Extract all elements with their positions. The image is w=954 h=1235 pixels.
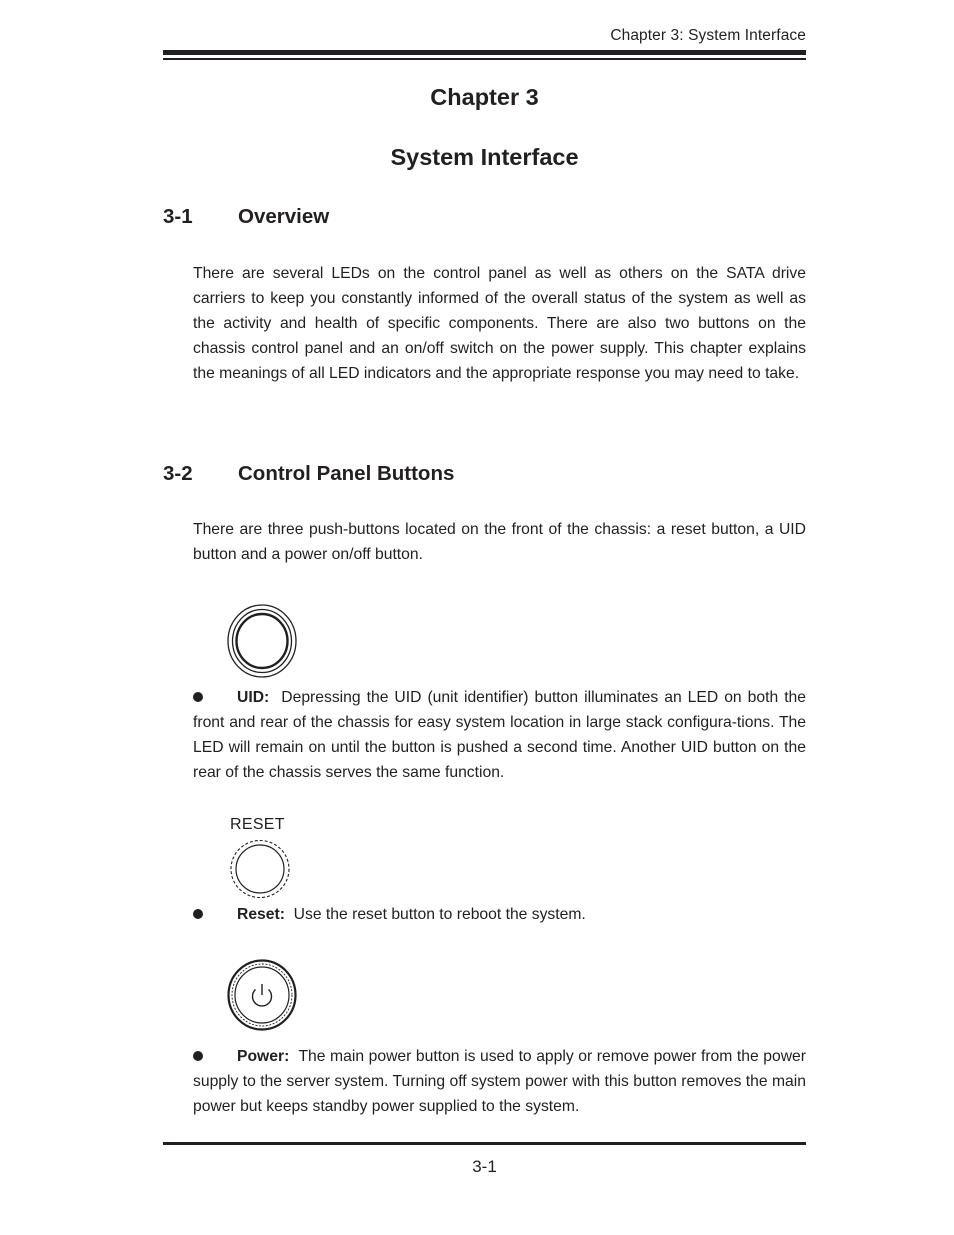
reset-button-icon [228, 838, 292, 900]
power-label: Power: [237, 1048, 290, 1065]
chapter-title-heading: System Interface [390, 144, 579, 170]
power-button-icon [226, 958, 298, 1032]
section-2-title: Control Panel Buttons [238, 462, 455, 485]
section-2-paragraph: There are three push-buttons located on the front of the chassis: a reset button, a UID button and a power on/off button. [193, 521, 806, 563]
uid-label: UID: [237, 689, 270, 706]
uid-description [193, 685, 806, 785]
uid-text: Depressing the UID (unit identifier) button illuminates an LED on both the front and rear of the chassis for easy system location in large stack configura-tions. The LED will remain on until the button is pushed a second time. Another UID button on the rear of the chassis serves the same function. [193, 689, 806, 781]
chapter-number-heading: Chapter 3 [430, 84, 539, 110]
section-1-number: 3-1 [163, 205, 193, 228]
uid-button-icon [226, 603, 298, 679]
reset-image-caption: RESET [230, 816, 285, 833]
header-rule-thick [163, 50, 806, 55]
reset-label: Reset: [237, 906, 285, 923]
section-1-title: Overview [238, 205, 330, 228]
header-rule-thin [163, 58, 806, 60]
section-2-number: 3-2 [163, 462, 193, 485]
reset-description [193, 902, 806, 927]
page-number: 3-1 [472, 1157, 497, 1176]
section-1-paragraph: There are several LEDs on the control panel as well as others on the SATA drive carriers to keep you constantly informed of the overall status of the system as well as the activity and health of specific components. There are also two buttons on the chassis control panel and an on/off switch on the power supply. This chapter explains the meanings of all LED indicators and the appropriate response you may need to take. [193, 265, 806, 382]
reset-text: Use the reset button to reboot the system. [293, 906, 586, 923]
power-text: The main power button is used to apply or remove power from the power supply to the server system. Turning off system power with this button removes the main power but keeps standby power supplied to the system. [193, 1048, 806, 1115]
footer-rule [163, 1142, 806, 1145]
power-description [193, 1044, 806, 1119]
running-header: Chapter 3: System Interface [610, 27, 806, 44]
